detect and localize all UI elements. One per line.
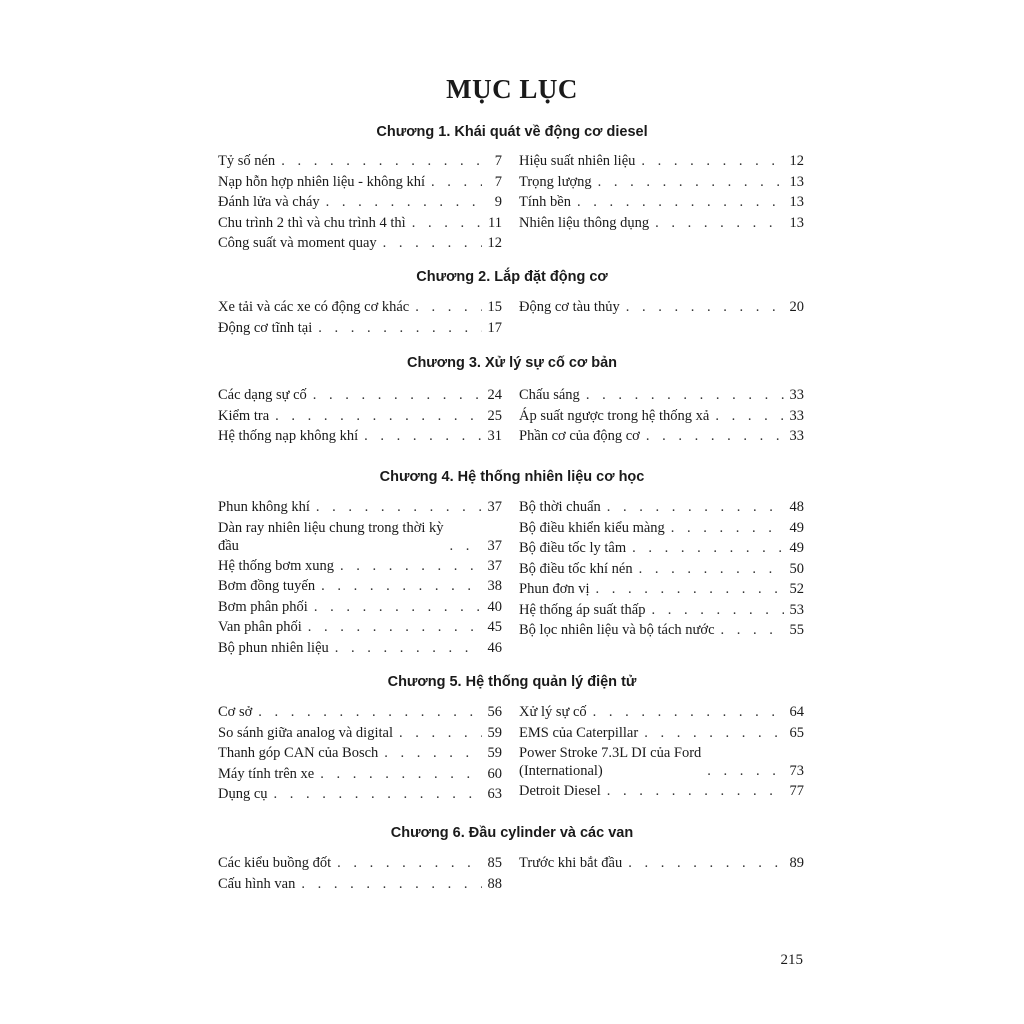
toc-entry-title: Chu trình 2 thì và chu trình 4 thì [218,214,406,231]
toc-entry-page: 49 [789,519,804,536]
toc-entry[interactable] [218,873,502,893]
dot-leader [649,214,783,232]
toc-entry[interactable] [218,191,502,211]
dot-leader [709,407,783,425]
toc-entry[interactable] [218,555,502,575]
toc-entry-page: 77 [789,783,804,799]
toc-entry-page: 24 [487,387,502,403]
toc-entry-title: Hệ thống áp suất thấp [519,601,646,618]
toc-entry[interactable] [218,616,502,636]
toc-entry[interactable] [519,171,804,191]
toc-entry-page: 33 [789,407,804,424]
chapter-heading: Chương 4. Hệ thống nhiên liệu cơ học [379,469,645,485]
toc-entry-page: 15 [487,299,502,315]
dot-leader [444,537,482,555]
toc-entry[interactable] [519,852,804,872]
toc-entry-title: Hệ thống bơm xung [218,557,335,574]
dot-leader [645,601,783,619]
toc-entry-title: Dàn ray nhiên liệu chung trong thời kỳ đầu [218,519,444,554]
dot-leader [268,785,482,803]
dot-leader [580,386,784,404]
toc-entry[interactable] [218,496,502,516]
toc-entry-title: Nhiên liệu thông dụng [519,214,650,231]
toc-entry[interactable] [519,722,804,742]
toc-entry-page: 37 [487,499,502,515]
toc-entry-page: 20 [789,299,804,315]
toc-entry[interactable] [519,517,804,537]
toc-entry-title: So sánh giữa analog và digital [218,724,393,741]
dot-leader [592,173,784,191]
dot-leader [295,875,481,893]
toc-entry-page: 12 [487,235,502,251]
toc-entry-page: 7 [494,153,502,169]
toc-entry[interactable] [519,496,804,516]
toc-entry-title: Bộ điều tốc khí nén [519,560,633,577]
dot-leader [320,193,482,211]
toc-entry-page: 63 [487,786,502,802]
toc-entry[interactable] [218,637,502,657]
toc-entry-title: Động cơ tĩnh tại [218,319,313,336]
toc-entry-page: 25 [487,407,502,424]
toc-entry-title: EMS của Caterpillar [519,724,639,741]
dot-leader [635,152,783,170]
toc-entry-page: 45 [487,619,502,635]
toc-entry-title: Van phân phối [218,619,302,635]
toc-entry[interactable] [218,212,502,232]
dot-leader [590,580,784,598]
dot-leader [312,319,481,337]
dot-leader [315,577,481,595]
toc-entry-page: 46 [487,639,502,656]
dot-leader [626,539,783,557]
dot-leader [307,386,482,404]
toc-entry-page: 60 [487,765,502,782]
toc-entry-title: Phun không khí [218,499,310,515]
toc-entry-page: 37 [487,537,502,554]
toc-entry-title: Đánh lửa và cháy [218,194,320,210]
toc-entry-page: 7 [494,173,502,190]
toc-entry-title: Phun đơn vị [519,581,590,597]
dot-leader [701,762,783,780]
chapter-heading: Chương 3. Xử lý sự cố cơ bản [406,355,618,371]
dot-leader [665,519,784,537]
dot-leader [571,193,784,211]
page-number: 215 [780,952,803,968]
toc-entry-title: Các kiểu buồng đốt [218,855,332,871]
toc-entry-title: Chấu sáng [519,387,580,403]
toc-entry[interactable] [218,763,502,783]
toc-entry-page: 59 [487,745,502,761]
toc-entry[interactable] [519,212,804,232]
toc-entry-page: 13 [789,214,804,231]
toc-entry-title: Dụng cụ [218,786,268,802]
toc-entry-page: 59 [487,724,502,741]
toc-entry-page: 17 [487,319,502,336]
toc-entry-title: Bộ thời chuẩn [519,499,601,515]
toc-entry[interactable] [519,537,804,557]
dot-leader [601,782,784,800]
toc-entry-title: Nạp hỗn hợp nhiên liệu - không khí [218,173,426,190]
toc-entry-page: 13 [789,173,804,190]
dot-leader [378,744,481,762]
toc-entry-title: Bộ điều tốc ly tâm [519,540,627,556]
chapter-heading: Chương 6. Đầu cylinder và các van [390,825,634,841]
dot-leader [601,498,784,516]
toc-entry-page: 40 [487,598,502,615]
toc-entry-title: Power Stroke 7.3L DI của Ford (International) [519,745,702,779]
toc-entry[interactable] [218,722,502,742]
toc-entry-title: Kiểm tra [218,407,270,424]
toc-entry[interactable] [218,783,502,803]
toc-entry-title: Bộ lọc nhiên liệu và bộ tách nước [519,622,715,638]
dot-leader [393,724,482,742]
toc-entry[interactable] [218,232,502,252]
toc-entry-title: Công suất và moment quay [218,235,377,251]
dot-leader [302,618,482,636]
toc-entry-page: 13 [789,194,804,210]
dot-leader [406,214,482,232]
toc-entry-title: Tính bền [519,194,571,210]
toc-entry-page: 85 [487,855,502,871]
dot-leader [715,621,784,639]
toc-entry[interactable] [519,599,804,619]
toc-entry-title: Cơ sở [218,704,253,720]
dot-leader [638,724,783,742]
dot-leader [308,598,482,616]
toc-entry[interactable] [218,742,502,762]
chapter-heading: Chương 1. Khái quát về động cơ diesel [376,124,648,140]
toc-entry-title: Cấu hình van [218,875,296,892]
toc-entry[interactable] [519,780,804,800]
toc-entry[interactable] [218,425,502,445]
toc-entry-page: 33 [789,387,804,403]
toc-entry-title: Hệ thống nạp không khí [218,428,359,444]
dot-leader [620,298,784,316]
toc-entry-title: Bơm đồng tuyến [218,578,316,594]
dot-leader [269,407,481,425]
dot-leader [640,427,784,445]
dot-leader [334,557,481,575]
toc-entry-title: Tỷ số nén [218,153,276,169]
toc-entry[interactable] [218,517,502,555]
toc-entry[interactable] [218,701,502,721]
toc-entry-title: Động cơ tàu thủy [519,299,620,315]
toc-entry-page: 73 [789,763,804,779]
toc-entry-title: Xử lý sự cố [519,704,587,720]
toc-entry[interactable] [218,171,502,191]
toc-entry-page: 37 [487,557,502,574]
toc-entry[interactable] [519,701,804,721]
toc-entry-title: Detroit Diesel [519,783,601,799]
toc-entry-page: 12 [789,153,804,169]
toc-entry-page: 88 [487,875,502,892]
toc-entry-page: 50 [789,560,804,577]
toc-entry-page: 64 [789,704,804,720]
chapter-heading: Chương 5. Hệ thống quản lý điện tử [387,674,637,690]
toc-entry-title: Các dạng sự cố [218,387,307,403]
toc-entry-title: Bộ phun nhiên liệu [218,639,329,656]
toc-entry-page: 9 [494,194,502,210]
toc-entry[interactable] [519,558,804,578]
dot-leader [314,765,481,783]
dot-leader [252,703,481,721]
toc-entry[interactable] [519,425,804,445]
toc-entry[interactable] [218,296,502,316]
toc-entry[interactable] [519,384,804,404]
toc-entry[interactable] [519,578,804,598]
dot-leader [377,234,482,252]
chapter-heading: Chương 2. Lắp đặt động cơ [416,269,608,285]
dot-leader [633,560,784,578]
toc-entry[interactable] [519,191,804,211]
toc-entry-page: 38 [487,578,502,594]
toc-entry-page: 55 [789,622,804,638]
toc-entry-page: 33 [789,428,804,444]
toc-entry[interactable] [519,296,804,316]
dot-leader [622,854,783,872]
dot-leader [425,173,482,191]
toc-entry[interactable] [519,742,804,780]
toc-entry-title: Bộ điều khiển kiểu màng [519,519,665,536]
dot-leader [587,703,784,721]
toc-entry-title: Trước khi bắt đầu [519,855,623,871]
dot-leader [331,854,481,872]
toc-entry[interactable] [519,405,804,425]
toc-entry[interactable] [218,405,502,425]
toc-entry-page: 11 [488,214,502,231]
toc-entry-page: 89 [789,855,804,871]
toc-entry-page: 53 [789,601,804,618]
toc-entry-page: 65 [789,724,804,741]
dot-leader [358,427,481,445]
toc-entry[interactable] [218,596,502,616]
toc-entry[interactable] [519,619,804,639]
toc-entry[interactable] [218,150,502,170]
toc-entry-page: 52 [789,581,804,597]
toc-entry-title: Xe tải và các xe có động cơ khác [218,299,410,315]
toc-entry-title: Hiệu suất nhiên liệu [519,153,636,169]
toc-entry[interactable] [218,575,502,595]
toc-entry-title: Trọng lượng [519,173,592,190]
toc-entry-title: Bơm phân phối [218,598,308,615]
dot-leader [275,152,482,170]
toc-entry-page: 56 [487,704,502,720]
toc-entry-title: Thanh góp CAN của Bosch [218,745,379,761]
toc-entry-page: 31 [487,428,502,444]
dot-leader [409,298,481,316]
page-title: MỤC LỤC [446,74,578,104]
toc-entry[interactable] [218,852,502,872]
toc-entry-title: Áp suất ngược trong hệ thống xả [519,407,710,424]
toc-entry-page: 48 [789,499,804,515]
dot-leader [310,498,482,516]
toc-entry-title: Phần cơ của động cơ [519,428,640,444]
toc-entry-page: 49 [789,540,804,556]
toc-entry[interactable] [519,150,804,170]
toc-entry[interactable] [218,384,502,404]
toc-entry-title: Máy tính trên xe [218,765,315,782]
toc-entry[interactable] [218,317,502,337]
dot-leader [329,639,482,657]
